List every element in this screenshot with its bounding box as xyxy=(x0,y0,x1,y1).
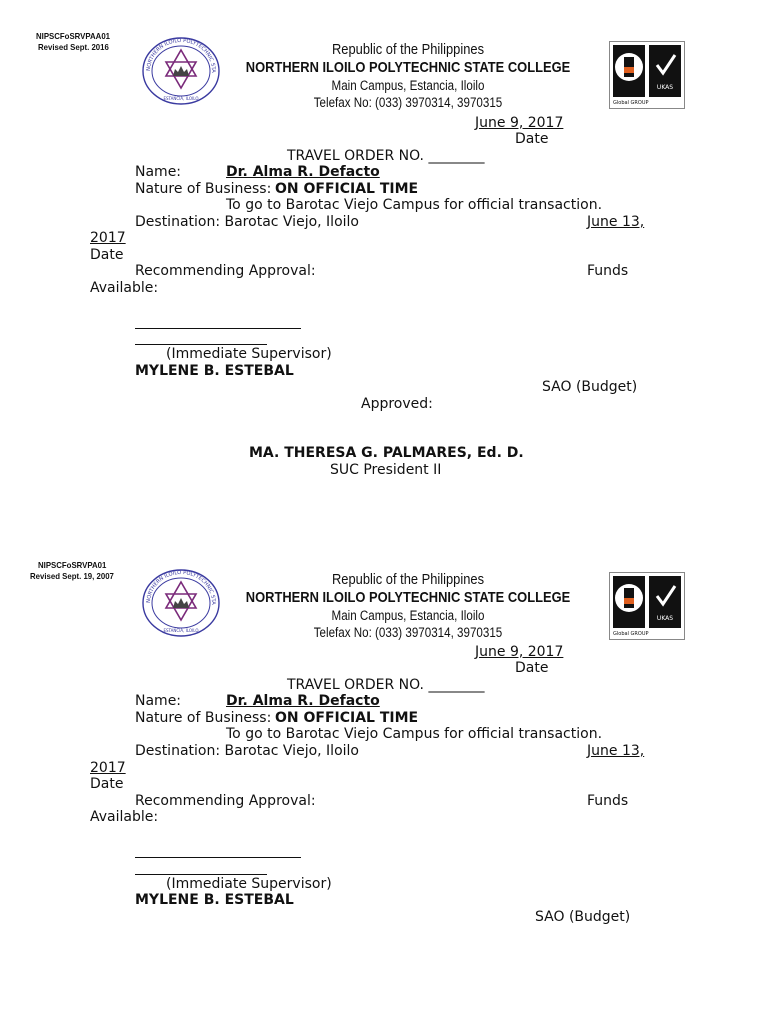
header-republic: Republic of the Philippines xyxy=(331,571,485,588)
purpose-text: To go to Barotac Viejo Campus for official transaction. xyxy=(226,726,603,742)
travel-date-year: 2017 xyxy=(90,230,126,246)
funds-label: Funds xyxy=(587,793,629,809)
funds-available-label: Available: xyxy=(90,280,159,296)
signature-line-short xyxy=(135,874,267,875)
purpose-text: To go to Barotac Viejo Campus for official transaction. xyxy=(226,197,603,213)
seal-sub-text: ESTANCIA, ILOILO xyxy=(163,96,199,101)
supervisor-name: MYLENE B. ESTEBAL xyxy=(135,892,294,908)
destination-text: Destination: Barotac Viejo, Iloilo xyxy=(135,743,359,759)
letterhead xyxy=(227,571,588,641)
travel-date-label: Date xyxy=(90,776,124,792)
order-date-label: Date xyxy=(515,660,549,676)
sao-budget-label: SAO (Budget) xyxy=(535,909,631,925)
letterhead xyxy=(227,41,588,111)
travel-order-number: TRAVEL ORDER NO. ________ xyxy=(287,677,485,693)
supervisor-label: (Immediate Supervisor) xyxy=(166,876,332,892)
header-college: NORTHERN ILOILO POLYTECHNIC STATE COLLEGE xyxy=(245,589,571,606)
signature-line xyxy=(135,857,301,858)
header-campus: Main Campus, Estancia, Iloilo xyxy=(331,78,485,93)
sao-budget-label: SAO (Budget) xyxy=(542,379,638,395)
header-republic: Republic of the Philippines xyxy=(331,41,485,58)
svg-text:UKAS: UKAS xyxy=(656,615,674,622)
order-date-label: Date xyxy=(515,131,549,147)
header-college: NORTHERN ILOILO POLYTECHNIC STATE COLLEGE xyxy=(245,59,571,76)
funds-label: Funds xyxy=(587,263,629,279)
form-revised: Revised Sept. 2016 xyxy=(38,42,109,52)
traveler-name: Dr. Alma R. Defacto xyxy=(226,164,380,180)
supervisor-name: MYLENE B. ESTEBAL xyxy=(135,363,294,379)
nature-label: Nature of Business: xyxy=(135,181,272,197)
form-code: NIPSCFoSRVPAA01 xyxy=(36,31,111,41)
college-seal-logo xyxy=(141,568,221,638)
seal-ring-text: NORTHERN ILOILO POLYTECHNIC STA xyxy=(145,569,217,605)
recommending-approval-label: Recommending Approval: xyxy=(135,263,316,279)
president-name: MA. THERESA G. PALMARES, Ed. D. xyxy=(249,445,524,461)
order-date-value: June 9, 2017 xyxy=(475,115,564,131)
travel-date-year: 2017 xyxy=(90,760,126,776)
svg-text:Global GROUP: Global GROUP xyxy=(613,100,649,106)
certification-logo xyxy=(609,41,685,109)
travel-order-number: TRAVEL ORDER NO. ________ xyxy=(287,148,485,164)
header-campus: Main Campus, Estancia, Iloilo xyxy=(331,608,485,623)
approved-label: Approved: xyxy=(361,396,433,412)
nature-label: Nature of Business: xyxy=(135,710,272,726)
nature-value: ON OFFICIAL TIME xyxy=(275,181,419,197)
traveler-name: Dr. Alma R. Defacto xyxy=(226,693,380,709)
travel-order-form-2 xyxy=(0,530,768,1024)
funds-available-label: Available: xyxy=(90,809,159,825)
travel-date-label: Date xyxy=(90,247,124,263)
recommending-approval-label: Recommending Approval: xyxy=(135,793,316,809)
name-label: Name: xyxy=(135,693,182,709)
certification-logo xyxy=(609,572,685,640)
supervisor-label: (Immediate Supervisor) xyxy=(166,346,332,362)
seal-ring-text: NORTHERN ILOILO POLYTECHNIC STA xyxy=(145,37,217,73)
order-date-value: June 9, 2017 xyxy=(475,644,564,660)
college-seal-logo xyxy=(141,36,221,106)
name-label: Name: xyxy=(135,164,182,180)
form-revised: Revised Sept. 19, 2007 xyxy=(30,571,114,581)
travel-date-value: June 13, xyxy=(587,214,645,230)
svg-text:UKAS: UKAS xyxy=(656,84,674,91)
header-telefax: Telefax No: (033) 3970314, 3970315 xyxy=(313,95,503,110)
seal-sub-text: ESTANCIA, ILOILO xyxy=(163,628,199,633)
destination-text: Destination: Barotac Viejo, Iloilo xyxy=(135,214,359,230)
president-title: SUC President II xyxy=(330,462,442,478)
form-code: NIPSCFoSRVPA01 xyxy=(38,560,107,570)
signature-line-short xyxy=(135,344,267,345)
signature-line xyxy=(135,328,301,329)
svg-text:Global GROUP: Global GROUP xyxy=(613,631,649,637)
nature-value: ON OFFICIAL TIME xyxy=(275,710,419,726)
travel-date-value: June 13, xyxy=(587,743,645,759)
header-telefax: Telefax No: (033) 3970314, 3970315 xyxy=(313,625,503,640)
